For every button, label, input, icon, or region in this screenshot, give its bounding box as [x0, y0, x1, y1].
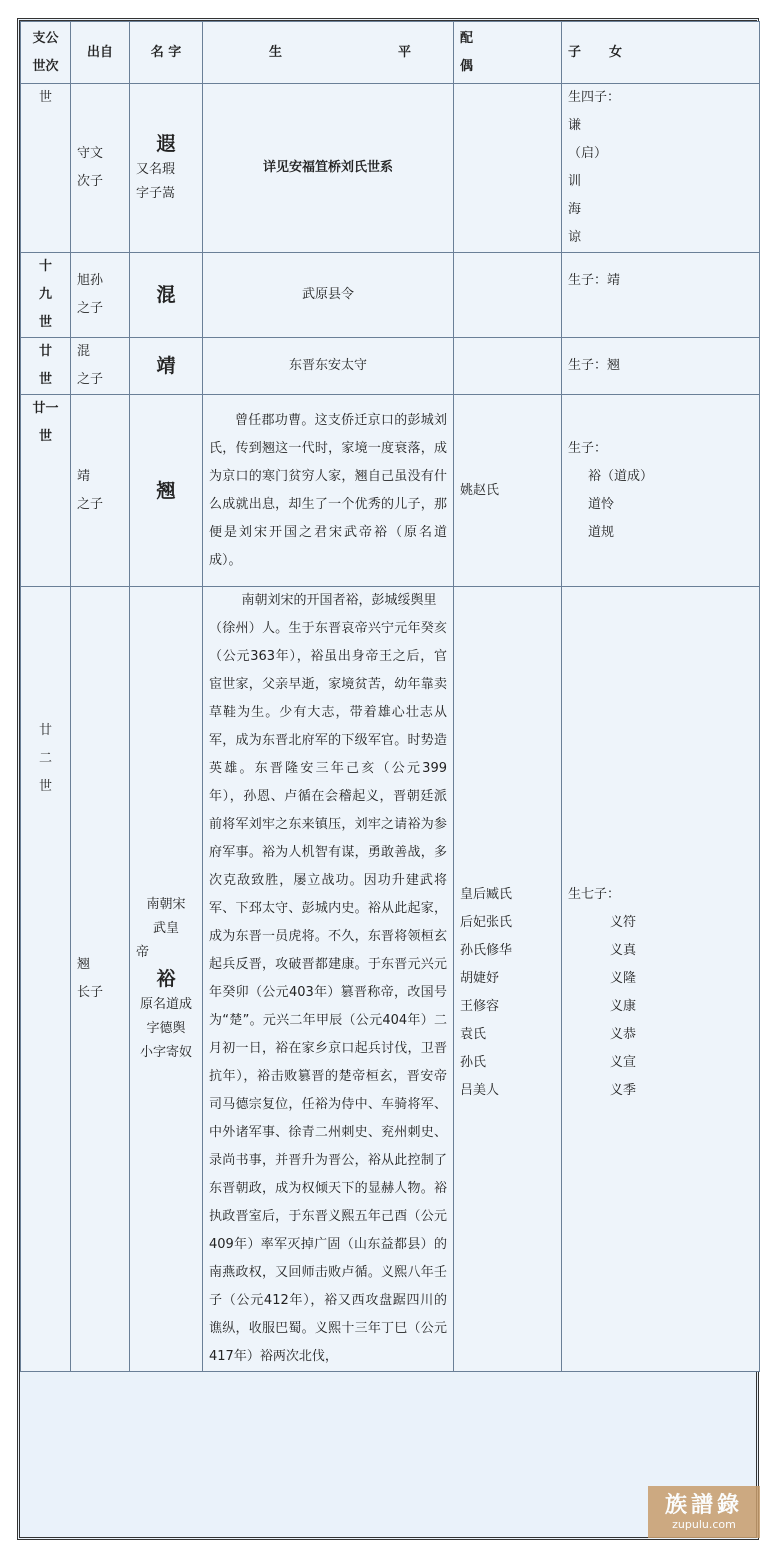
header-bio-left: 生: [269, 44, 283, 60]
from-cell: [71, 84, 130, 253]
spouse-line: 吕美人: [460, 1083, 500, 1098]
children-line: 谅: [568, 230, 582, 245]
watermark-url: zupulu.com: [672, 1518, 736, 1531]
from-line: 翘: [77, 957, 91, 972]
genealogy-table: [20, 21, 760, 1372]
header-spouse: [454, 22, 562, 84]
name-main: 靖: [156, 355, 176, 377]
gen-char: 十: [38, 259, 52, 274]
bio-cell: 东晋东安太守: [203, 338, 454, 395]
bio-paragraph: 曾任郡功曹。这支侨迁京口的彭城刘氏，传到翘这一代时，家境一度衰落，成为京口的寒门贫穷人家，翘自己虽没有什么成就出息，却生了一个优秀的儿子，那便是刘宋开国之君宋武帝裕（原名道成）。: [209, 412, 447, 568]
name-cell: [130, 587, 203, 1372]
header-gen-line2: 世次: [32, 58, 59, 74]
header-children: 子女: [562, 22, 760, 84]
name-main: 裕: [156, 968, 176, 990]
gen-char: 世: [38, 779, 52, 794]
children-line: 裕（道成）: [588, 468, 654, 484]
table-row: [21, 395, 760, 587]
spouse-line: 孙氏修华: [460, 943, 513, 958]
children-line: 训: [568, 174, 582, 189]
name-sub: 又名瑕: [136, 162, 176, 177]
gen-char: 廿: [38, 723, 52, 738]
from-line: 混: [77, 344, 91, 359]
table-row: [21, 253, 760, 338]
spouse-list: [460, 881, 555, 1098]
generation-cell: [21, 587, 71, 1372]
children-line: 道怜: [588, 496, 615, 512]
bio-cell: [203, 587, 454, 1372]
gen-char: 世: [38, 372, 52, 387]
from-line: 之子: [77, 301, 104, 316]
watermark-title: 族譜錄: [664, 1492, 743, 1518]
spouse-line: 孙氏: [460, 1055, 487, 1070]
name-main: 混: [156, 284, 176, 306]
from-line: 旭孙: [77, 273, 104, 288]
gen-char: 九: [38, 287, 52, 302]
children-line: 生子：翘: [568, 358, 621, 373]
name-sub: 字德舆: [146, 1021, 186, 1036]
spouse-line: 王修容: [460, 999, 500, 1014]
header-spouse-line1: 配: [460, 30, 474, 46]
genealogy-frame: [17, 18, 759, 1540]
from-line: 长子: [77, 985, 104, 1000]
children-line: 生子：靖: [568, 273, 621, 288]
name-title: 帝: [136, 945, 150, 960]
from-line: 靖: [77, 468, 91, 484]
children-line: 生子：: [568, 440, 608, 456]
children-cell: [562, 253, 760, 338]
table-row: [21, 338, 760, 395]
spouse-line: 胡婕妤: [460, 971, 500, 986]
spouse-line: 皇后臧氏: [460, 887, 513, 902]
children-cell: [562, 395, 760, 587]
name-main: 遐: [156, 133, 176, 155]
generation-cell: 世: [21, 84, 71, 253]
table-row: [21, 587, 760, 1372]
bio-paragraph: （徐州）人。生于东晋哀帝兴宁元年癸亥（公元363年），裕虽出身帝王之后，官宦世家，父亲早逝，家境贫苦，幼年靠卖草鞋为生。少有大志，带着雄心壮志从军，成为东晋北府军的下级军官。时势造英雄。东晋隆安三年己亥（公元399年），孙恩、卢循在会稽起义，晋朝廷派前将军刘牢之东来镇压，刘牢之请裕为参府军事。裕为人机智有谋，勇敢善战，多次克敌致胜，屡立战功。因功升建武将军、下邳太守、彭城内史。裕从此起家，成为东晋一员虎将。不久，东晋将领桓玄起兵反晋，攻破晋都建康。于东晋元兴元年癸卯（公元403年）篡晋称帝，改国号为“楚”。元兴二年甲辰（公元404年）二月初一日，裕在家乡京口起兵讨伐，卫晋抗年），裕击败篡晋的楚帝桓玄，晋安帝司马德宗复位，任裕为侍中、车骑将军、中外诸军事、徐青二州刺史、兖州刺史、录尚书事，并晋升为晋公，裕从此控制了东晋朝政，成为权倾天下的显赫人物。裕执政晋室后，于东晋义熙五年己酉（公元409年）率军灭掉广固（山东益都县）的南燕政权，又回师击败卢循。义熙八年壬子（公元412年），裕又西攻盘踞四川的谯纵，收服巴蜀。义熙十三年丁巳（公元417年）裕两次北伐，: [209, 621, 447, 1364]
bio-cell: 详见安福笪桥刘氏世系: [203, 84, 454, 253]
from-cell: [71, 587, 130, 1372]
spouse-cell: [454, 84, 562, 253]
children-line: 义符: [610, 915, 637, 930]
bio-cell: 武原县令: [203, 253, 454, 338]
gen-char: 世: [38, 315, 52, 330]
children-line: 道规: [588, 524, 615, 540]
spouse-cell: [454, 587, 562, 1372]
name-title: 南朝宋: [146, 897, 186, 912]
table-header-row: [21, 22, 760, 84]
spouse-cell: [454, 253, 562, 338]
generation-cell: [21, 395, 71, 587]
name-sub: 小字寄奴: [139, 1045, 192, 1060]
children-line: 谦: [568, 118, 582, 133]
gen-char: 世: [38, 429, 52, 444]
generation-cell: [21, 253, 71, 338]
header-spouse-line2: 偶: [460, 58, 474, 74]
name-cell: [130, 395, 203, 587]
name-cell: [130, 253, 203, 338]
name-sub: 原名道成: [139, 997, 192, 1012]
children-cell: [562, 338, 760, 395]
table-row: [21, 84, 760, 253]
spouse-line: 后妃张氏: [460, 915, 513, 930]
header-name: 名 字: [130, 22, 203, 84]
gen-char: 二: [38, 751, 52, 766]
children-line: 义真: [610, 943, 637, 958]
header-bio: [203, 22, 454, 84]
from-line: 次子: [77, 174, 104, 189]
from-cell: [71, 338, 130, 395]
spouse-cell: [454, 338, 562, 395]
generation-cell: [21, 338, 71, 395]
from-cell: [71, 253, 130, 338]
children-cell: [562, 84, 760, 253]
children-line: 海: [568, 202, 582, 217]
header-from: 出自: [71, 22, 130, 84]
header-bio-right: 平: [397, 44, 411, 60]
header-gen-line1: 支公: [32, 30, 59, 46]
spouse-line: 袁氏: [460, 1027, 487, 1042]
children-line: 义宣: [610, 1055, 637, 1070]
site-watermark-logo: [648, 1486, 760, 1538]
children-line: （启）: [568, 146, 608, 161]
children-cell: [562, 587, 760, 1372]
name-cell: [130, 338, 203, 395]
from-line: 之子: [77, 496, 104, 512]
from-cell: [71, 395, 130, 587]
children-line: 义季: [610, 1083, 637, 1098]
name-main: 翘: [156, 479, 176, 502]
children-line: 义恭: [610, 1027, 637, 1042]
gen-char: 廿一: [32, 401, 59, 416]
children-line: 生四子：: [568, 90, 621, 105]
header-generation: [21, 22, 71, 84]
children-line: 义康: [610, 999, 637, 1014]
name-sub: 字子嵩: [136, 186, 176, 201]
name-cell: [130, 84, 203, 253]
children-line: 义隆: [610, 971, 637, 986]
bio-paragraph: 南朝刘宋的开国者裕，彭城绥舆里: [241, 593, 437, 608]
from-line: 之子: [77, 372, 104, 387]
children-list: [568, 881, 753, 1098]
name-title: 武皇: [152, 921, 179, 936]
children-line: 生七子：: [568, 887, 621, 902]
gen-char: 廿: [38, 344, 52, 359]
spouse-cell: 姚赵氏: [454, 395, 562, 587]
from-line: 守文: [77, 146, 104, 161]
bio-cell: [203, 395, 454, 587]
